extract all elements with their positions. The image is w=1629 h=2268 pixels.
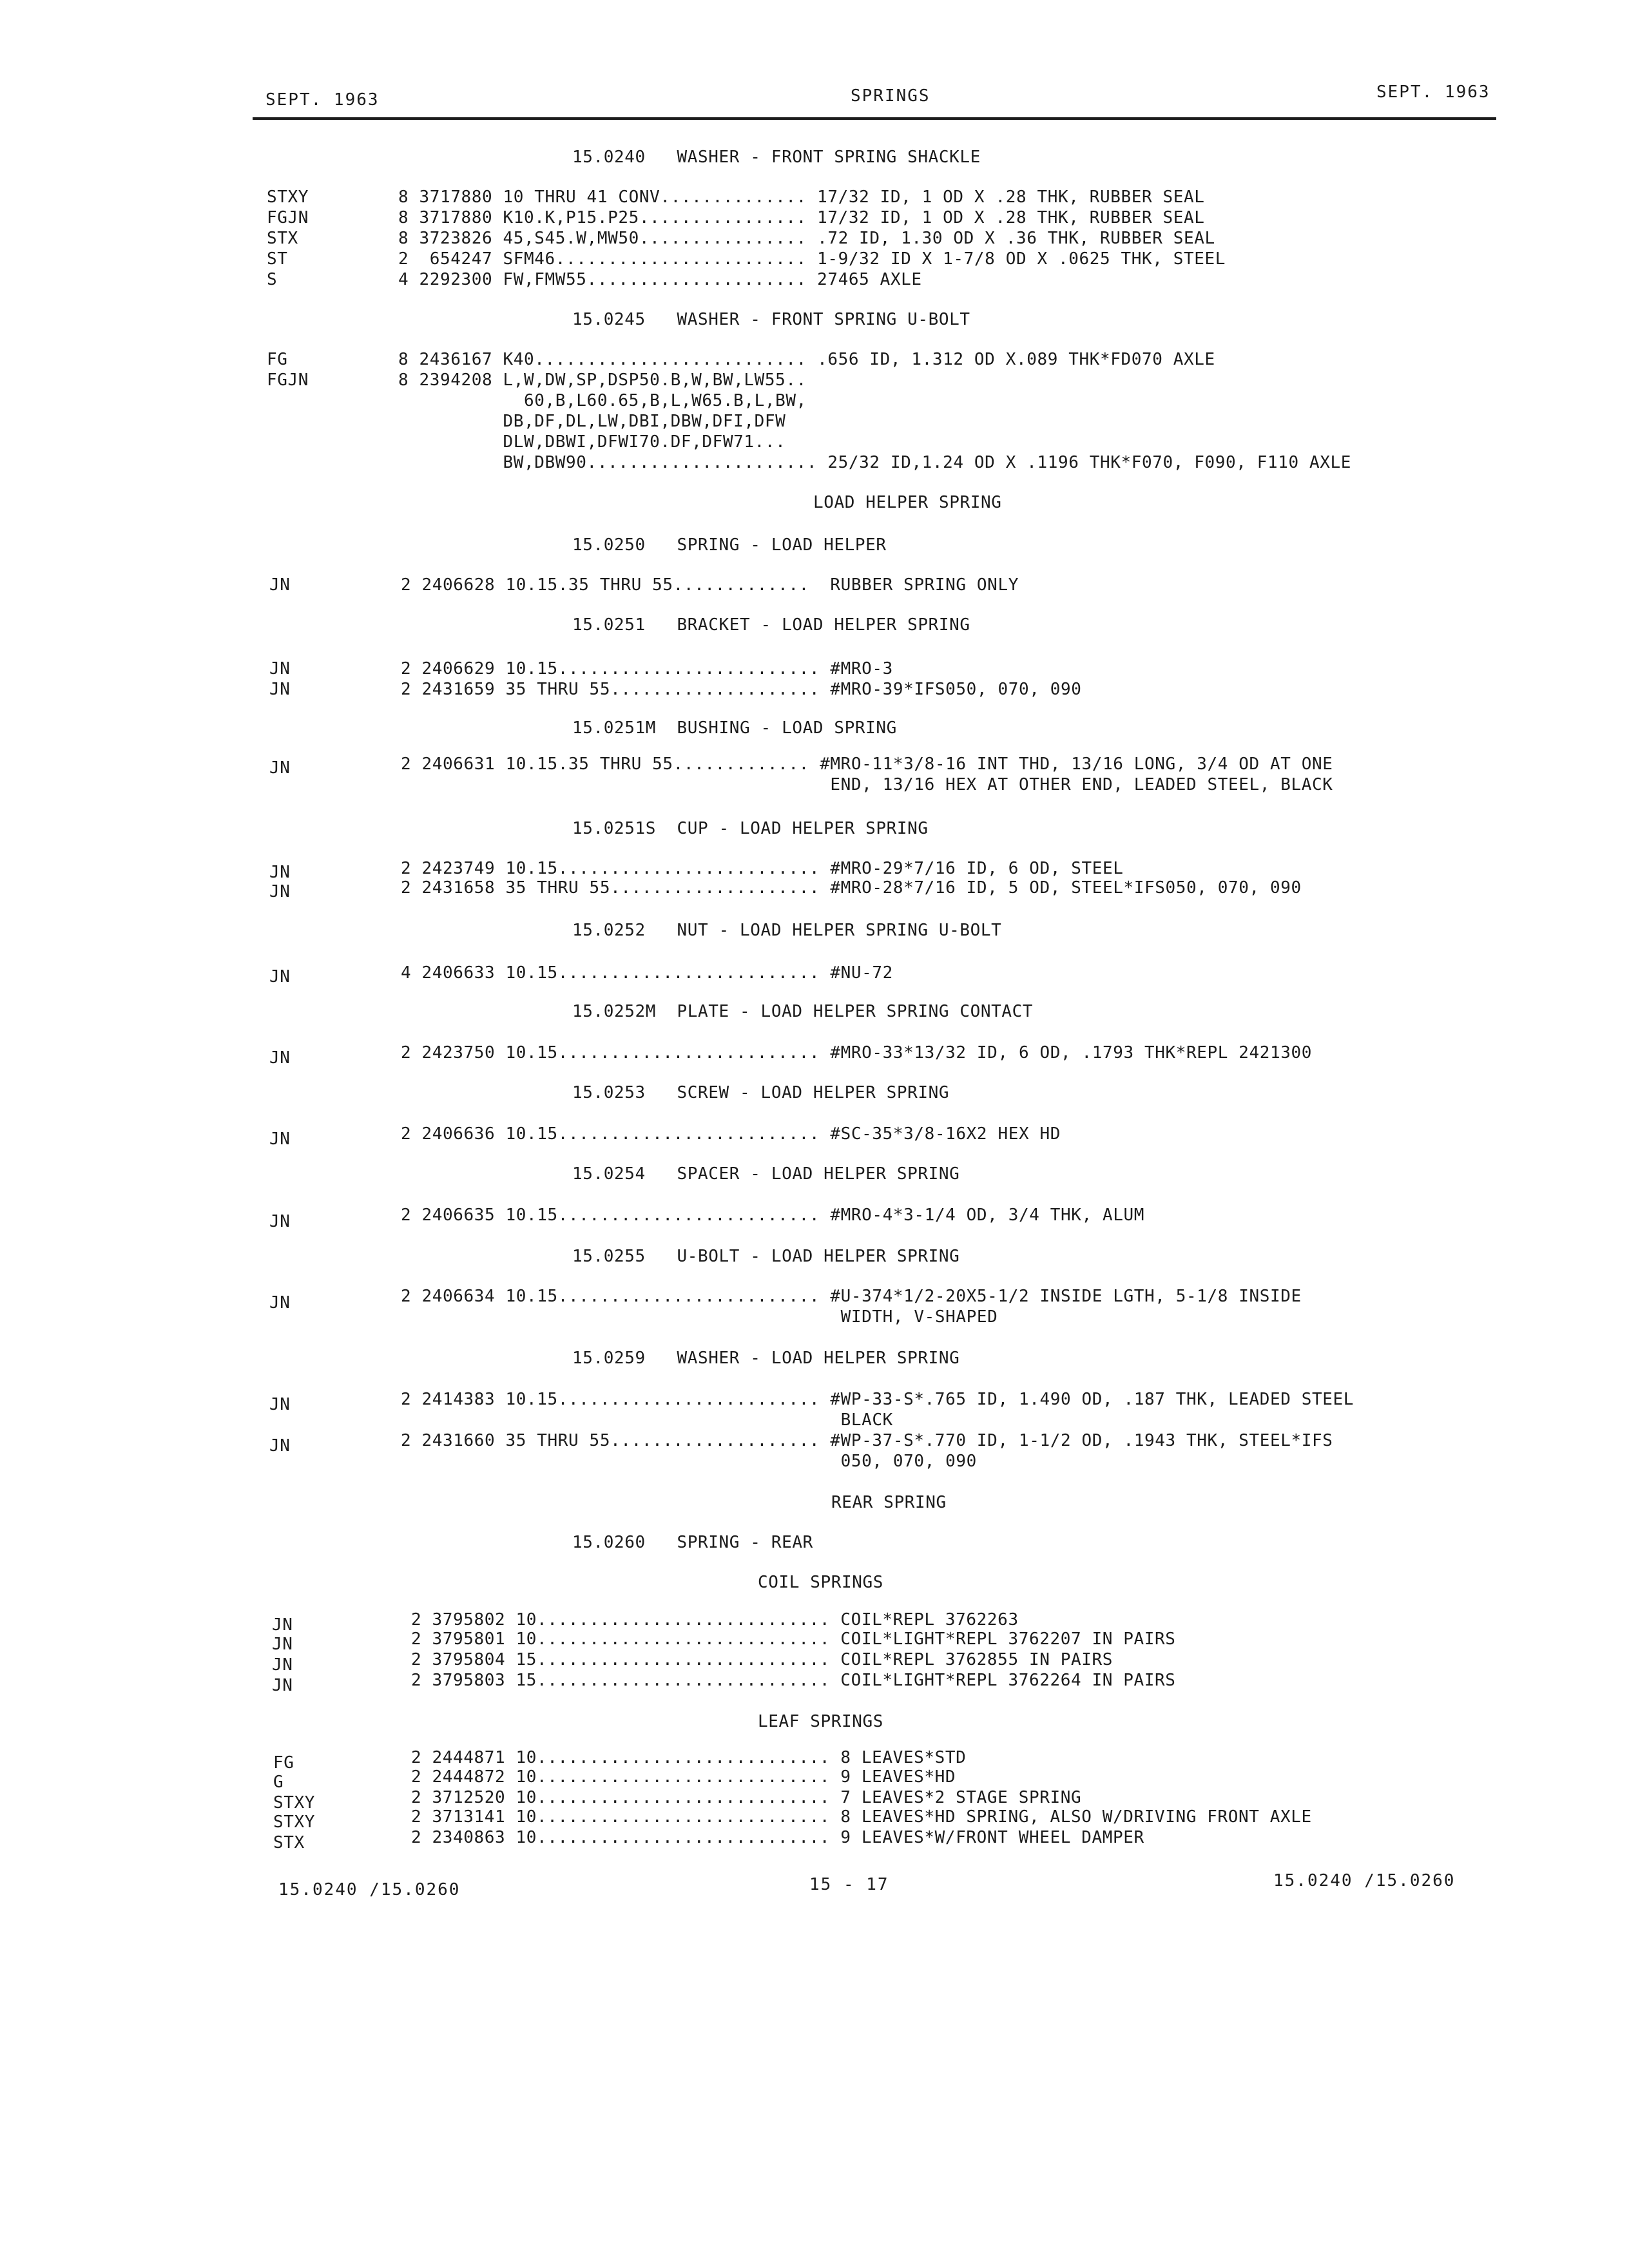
catalog-line: 2 2414383 10.15......................... #WP-33-S*.765 ID, 1.490 OD, .187 THK, LEADED STEEL (401, 1390, 1354, 1409)
catalog-line: FG (267, 350, 288, 369)
catalog-line: 15.0252 NUT - LOAD HELPER SPRING U-BOLT (572, 921, 1002, 940)
header-section-title: SPRINGS (851, 86, 930, 106)
catalog-line: 15.0252M PLATE - LOAD HELPER SPRING CONTACT (572, 1002, 1034, 1021)
catalog-line: 15.0251S CUP - LOAD HELPER SPRING (572, 819, 929, 838)
catalog-line: 2 2444871 10............................ 8 LEAVES*STD (411, 1748, 967, 1767)
catalog-line: 2 2406628 10.15.35 THRU 55............. RUBBER SPRING ONLY (401, 575, 1019, 595)
catalog-line: 2 2406634 10.15......................... #U-374*1/2-20X5-1/2 INSIDE LGTH, 5-1/8 INSIDE (401, 1287, 1302, 1306)
catalog-line: FG (273, 1753, 294, 1773)
catalog-line: STX (273, 1833, 305, 1852)
catalog-line: JN (272, 1615, 293, 1635)
catalog-line: 15.0240 WASHER - FRONT SPRING SHACKLE (572, 148, 981, 167)
catalog-line: 15.0245 WASHER - FRONT SPRING U-BOLT (572, 310, 970, 329)
catalog-line: 2 3795801 10............................ COIL*LIGHT*REPL 3762207 IN PAIRS (411, 1629, 1176, 1649)
catalog-line: JN (269, 882, 291, 901)
catalog-line: JN (269, 1129, 291, 1149)
catalog-line: 2 3713141 10............................ 8 LEAVES*HD SPRING, ALSO W/DRIVING FRONT AXLE (411, 1807, 1312, 1827)
catalog-line: 2 2406635 10.15......................... #MRO-4*3-1/4 OD, 3/4 THK, ALUM (401, 1206, 1144, 1225)
catalog-line: 8 3717880 K10.K,P15.P25................ 17/32 ID, 1 OD X .28 THK, RUBBER SEAL (398, 208, 1205, 227)
catalog-line: DLW,DBWI,DFWI70.DF,DFW71... (398, 432, 786, 452)
catalog-line: 15.0251 BRACKET - LOAD HELPER SPRING (572, 615, 970, 635)
catalog-line: STXY (267, 187, 309, 207)
catalog-line: 2 3795804 15............................ COIL*REPL 3762855 IN PAIRS (411, 1650, 1113, 1669)
catalog-line: STXY (273, 1812, 316, 1832)
catalog-line: BLACK (401, 1410, 893, 1430)
catalog-line: 15.0259 WASHER - LOAD HELPER SPRING (572, 1349, 960, 1368)
catalog-line: LEAF SPRINGS (758, 1712, 884, 1731)
catalog-line: FGJN (267, 370, 309, 390)
catalog-line: 050, 070, 090 (401, 1452, 977, 1471)
catalog-line: JN (269, 863, 291, 882)
catalog-line: JN (269, 1293, 291, 1312)
catalog-line: 2 2431659 35 THRU 55.................... #MRO-39*IFS050, 070, 090 (401, 680, 1082, 699)
catalog-line: 8 3723826 45,S45.W,MW50................ .72 ID, 1.30 OD X .36 THK, RUBBER SEAL (398, 229, 1215, 248)
footer-page-number: 15 - 17 (809, 1875, 889, 1894)
catalog-line: 2 2423750 10.15......................... #MRO-33*13/32 ID, 6 OD, .1793 THK*REPL 2421300 (401, 1043, 1313, 1062)
catalog-line: 4 2406633 10.15......................... #NU-72 (401, 963, 893, 983)
catalog-line: JN (269, 1048, 291, 1068)
catalog-line: JN (272, 1676, 293, 1695)
catalog-line: 4 2292300 FW,FMW55..................... 27465 AXLE (398, 270, 922, 289)
catalog-line: S (267, 270, 278, 289)
catalog-line: JN (269, 1436, 291, 1456)
catalog-line: 2 2406631 10.15.35 THRU 55............. #MRO-11*3/8-16 INT THD, 13/16 LONG, 3/4 OD AT ONE (401, 754, 1333, 774)
catalog-line: JN (269, 659, 291, 678)
catalog-line: 15.0254 SPACER - LOAD HELPER SPRING (572, 1164, 960, 1184)
catalog-line: JN (269, 967, 291, 986)
catalog-line: ST (267, 249, 288, 269)
catalog-line: JN (269, 1395, 291, 1414)
catalog-line: 2 3795802 10............................ COIL*REPL 3762263 (411, 1610, 1019, 1629)
catalog-line: 15.0253 SCREW - LOAD HELPER SPRING (572, 1083, 950, 1102)
catalog-line: 2 3795803 15............................ COIL*LIGHT*REPL 3762264 IN PAIRS (411, 1671, 1176, 1690)
catalog-line: 2 2444872 10............................ 9 LEAVES*HD (411, 1767, 956, 1787)
catalog-line: JN (269, 1212, 291, 1231)
catalog-line: G (273, 1773, 284, 1792)
catalog-line: 8 2436167 K40.......................... .656 ID, 1.312 OD X.089 THK*FD070 AXLE (398, 350, 1215, 369)
catalog-line: 2 2431658 35 THRU 55.................... #MRO-28*7/16 ID, 5 OD, STEEL*IFS050, 070, 090 (401, 878, 1302, 898)
catalog-line: 8 2394208 L,W,DW,SP,DSP50.B,W,BW,LW55.. (398, 370, 807, 390)
catalog-line: 60,B,L60.65,B,L,W65.B,L,BW, (398, 391, 807, 410)
catalog-line: 2 2340863 10............................ 9 LEAVES*W/FRONT WHEEL DAMPER (411, 1828, 1144, 1847)
header-date-left: SEPT. 1963 (265, 90, 380, 110)
catalog-line: 8 3717880 10 THRU 41 CONV.............. 17/32 ID, 1 OD X .28 THK, RUBBER SEAL (398, 187, 1205, 207)
catalog-line: DB,DF,DL,LW,DBI,DBW,DFI,DFW (398, 412, 786, 431)
catalog-line: JN (269, 575, 291, 595)
catalog-line: STX (267, 229, 298, 248)
footer-range-left: 15.0240 /15.0260 (278, 1880, 461, 1899)
catalog-line: 2 2423749 10.15......................... #MRO-29*7/16 ID, 6 OD, STEEL (401, 859, 1124, 878)
catalog-line: FGJN (267, 208, 309, 227)
catalog-line: REAR SPRING (831, 1493, 947, 1512)
catalog-line: BW,DBW90...................... 25/32 ID,1.24 OD X .1196 THK*F070, F090, F110 AXLE (398, 453, 1352, 472)
catalog-line: 2 654247 SFM46........................ 1-9/32 ID X 1-7/8 OD X .0625 THK, STEEL (398, 249, 1226, 269)
catalog-line: 2 3712520 10............................ 7 LEAVES*2 STAGE SPRING (411, 1788, 1082, 1807)
catalog-line: 15.0251M BUSHING - LOAD SPRING (572, 718, 897, 738)
header-date-right: SEPT. 1963 (1376, 82, 1490, 102)
catalog-line: COIL SPRINGS (758, 1573, 884, 1592)
header-rule (253, 117, 1496, 120)
catalog-line: 2 2431660 35 THRU 55.................... #WP-37-S*.770 ID, 1-1/2 OD, .1943 THK, STEEL*IFS (401, 1431, 1333, 1450)
catalog-line: JN (269, 758, 291, 778)
catalog-line: JN (272, 1655, 293, 1675)
catalog-line: WIDTH, V-SHAPED (401, 1307, 998, 1327)
catalog-line: JN (269, 680, 291, 699)
catalog-line: END, 13/16 HEX AT OTHER END, LEADED STEEL, BLACK (401, 775, 1333, 794)
catalog-line: 15.0260 SPRING - REAR (572, 1533, 813, 1552)
catalog-line: 2 2406629 10.15......................... #MRO-3 (401, 659, 893, 678)
footer-range-right: 15.0240 /15.0260 (1273, 1871, 1456, 1890)
catalog-line: 15.0255 U-BOLT - LOAD HELPER SPRING (572, 1247, 960, 1266)
catalog-line: JN (272, 1635, 293, 1654)
catalog-line: 2 2406636 10.15......................... #SC-35*3/8-16X2 HEX HD (401, 1124, 1061, 1144)
catalog-line: 15.0250 SPRING - LOAD HELPER (572, 535, 887, 555)
catalog-line: STXY (273, 1793, 316, 1812)
catalog-line: LOAD HELPER SPRING (813, 493, 1002, 512)
